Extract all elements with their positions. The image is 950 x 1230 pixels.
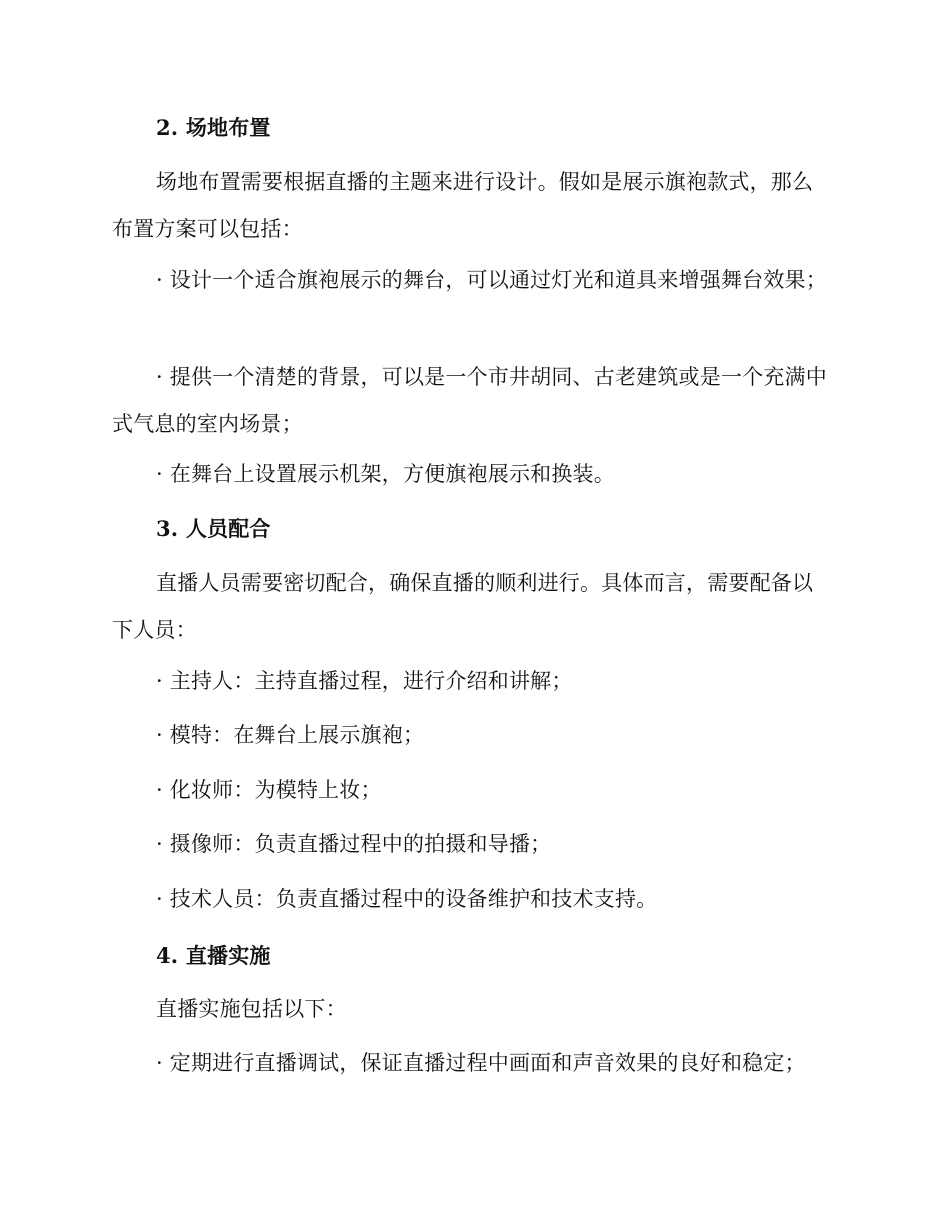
bullet-display-rack: · 在舞台上设置展示机架，方便旗袍展示和换装。	[156, 462, 615, 486]
section-intro-staff: 直播人员需要密切配合，确保直播的顺利进行。具体而言，需要配备以下人员：	[112, 571, 814, 642]
bullet-cameraman: · 摄像师：负责直播过程中的拍摄和导播；	[156, 832, 552, 856]
section-heading-live-implementation: 4. 直播实施	[156, 943, 271, 968]
bullet-tech-staff: · 技术人员：负责直播过程中的设备维护和技术支持。	[156, 887, 658, 911]
section-intro-live-implementation: 直播实施包括以下：	[156, 997, 347, 1021]
bullet-host: · 主持人：主持直播过程，进行介绍和讲解；	[156, 669, 573, 693]
bullet-stage-design: · 设计一个适合旗袍展示的舞台，可以通过灯光和道具来增强舞台效果；	[156, 268, 827, 292]
section-heading-site-layout: 2. 场地布置	[156, 115, 271, 140]
section-intro-site-layout: 场地布置需要根据直播的主题来进行设计。假如是展示旗袍款式，那么布置方案可以包括：	[112, 170, 814, 241]
bullet-background: · 提供一个清楚的背景，可以是一个市井胡同、古老建筑或是一个充满中式气息的室内场景；	[112, 365, 827, 436]
bullet-model: · 模特：在舞台上展示旗袍；	[156, 723, 425, 747]
bullet-makeup-artist: · 化妆师：为模特上妆；	[156, 778, 382, 802]
section-heading-staff: 3. 人员配合	[156, 516, 271, 541]
bullet-debugging: · 定期进行直播调试，保证直播过程中画面和声音效果的良好和稳定；	[156, 1051, 806, 1075]
